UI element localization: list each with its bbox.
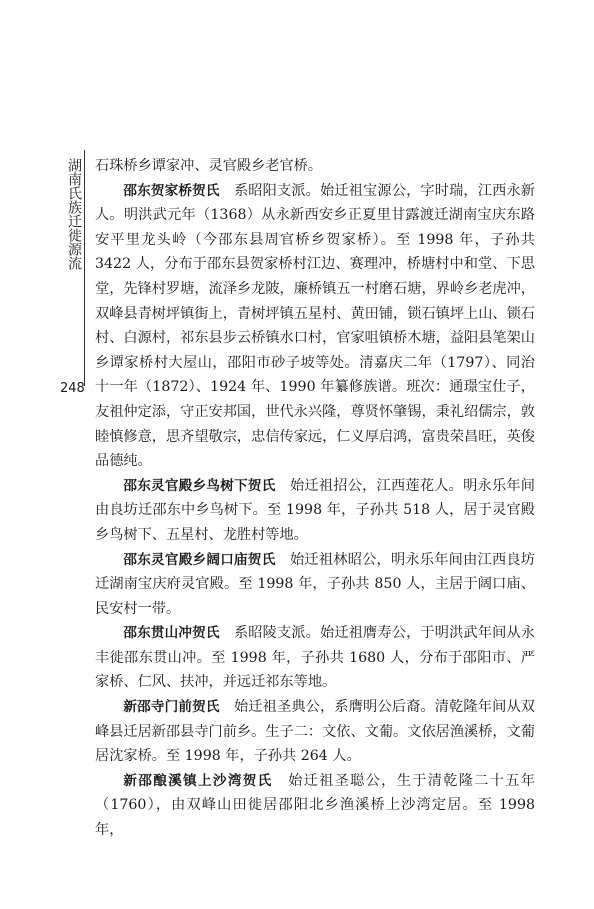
entry-title: 邵东贯山冲贺氏: [123, 625, 220, 642]
paragraph-text: 始迁祖圣典公，系膺明公后裔。清乾隆年间从双峰县迁居新邵县寺门前乡。生子二：文依、文葡。文依居渔溪桥，文葡居沈家桥。至 1998 年，子孙共 264 人。: [95, 699, 535, 765]
paragraph: [95, 154, 535, 179]
paragraph-text: 始迁祖林昭公，明永乐年间由江西良坊迁湖南宝庆府灵官殿。至 1998 年，子孙共 850 人，主居于阔口庙、民安村一带。: [95, 551, 535, 617]
entry-title: 邵东灵官殿乡鸟树下贺氏: [123, 477, 276, 494]
paragraph: [95, 621, 535, 695]
margin-rule: [84, 150, 85, 386]
paragraph-text: 系昭陵支派。始迁祖膺寿公，于明洪武年间从永丰徙邵东贯山冲。至 1998 年，子孙共 1680 人，分布于邵阳市、严家桥、仁风、扶冲，并远迁祁东等地。: [95, 625, 535, 691]
entry-title: 新邵寺门前贺氏: [123, 699, 220, 716]
body-text: [95, 154, 535, 843]
paragraph-text: 始迁祖招公，江西莲花人。明永乐年间由良坊迁邵东中乡鸟树下。至 1998 年，子孙共 518 人，居于灵官殿乡鸟树下、五星村、龙胜村等地。: [95, 477, 535, 543]
paragraph: [95, 548, 535, 622]
running-title: 湖南氏族迁徙源流: [66, 158, 82, 270]
paragraph-text: 石珠桥乡谭家冲、灵官殿乡老官桥。: [95, 158, 323, 174]
paragraph: [95, 769, 535, 843]
entry-title: 新邵酿溪镇上沙湾贺氏: [123, 772, 273, 789]
paragraph-text: 始迁祖圣聪公，生于清乾隆二十五年（1760），由双峰山田徙居邵阳北乡渔溪桥上沙湾定居。至 1998 年，: [95, 772, 535, 839]
paragraph: [95, 474, 535, 548]
entry-title: 邵东贺家桥贺氏: [123, 182, 220, 199]
page-number: 248: [60, 381, 85, 396]
paragraph: [95, 695, 535, 769]
paragraph: [95, 179, 535, 474]
entry-title: 邵东灵官殿乡阔口庙贺氏: [123, 551, 276, 568]
paragraph-text: 系昭阳支派。始迁祖宝源公，字时瑞，江西永新人。明洪武元年（1368）从永新西安乡正夏里甘露渡迁湖南宝庆东路安平里龙头岭（今邵东县周官桥乡贺家桥）。至 1998 年，子孙共 3422 人，分布于邵东县贺家桥村江边、赛理冲，桥塘村中和堂、下思堂，先锋村罗塘，流泽乡龙陂，廉桥镇五一村磨石塘，界岭乡老虎冲，双峰县青树坪镇街上，青树坪镇五星村、黄田铺，锁石镇坪上山、锁石村、白源村，祁东县步云桥镇水口村，官家咀镇桥木塘，益阳县笔架山乡谭家桥村大屋山，邵阳市砂子坡等处。清嘉庆二年（1797）、同治十一年（1872）、1924 年、1990 年纂修族谱。班次：通璟宝仕子，友祖仲定添，守正安邦国，世代永兴隆，尊贤怀肇锡，秉礼绍儒宗，敦睦慎修意，思齐望敬宗，忠信传家远，仁义厚启鸿，富贵荣昌旺，英俊品德纯。: [95, 182, 535, 470]
